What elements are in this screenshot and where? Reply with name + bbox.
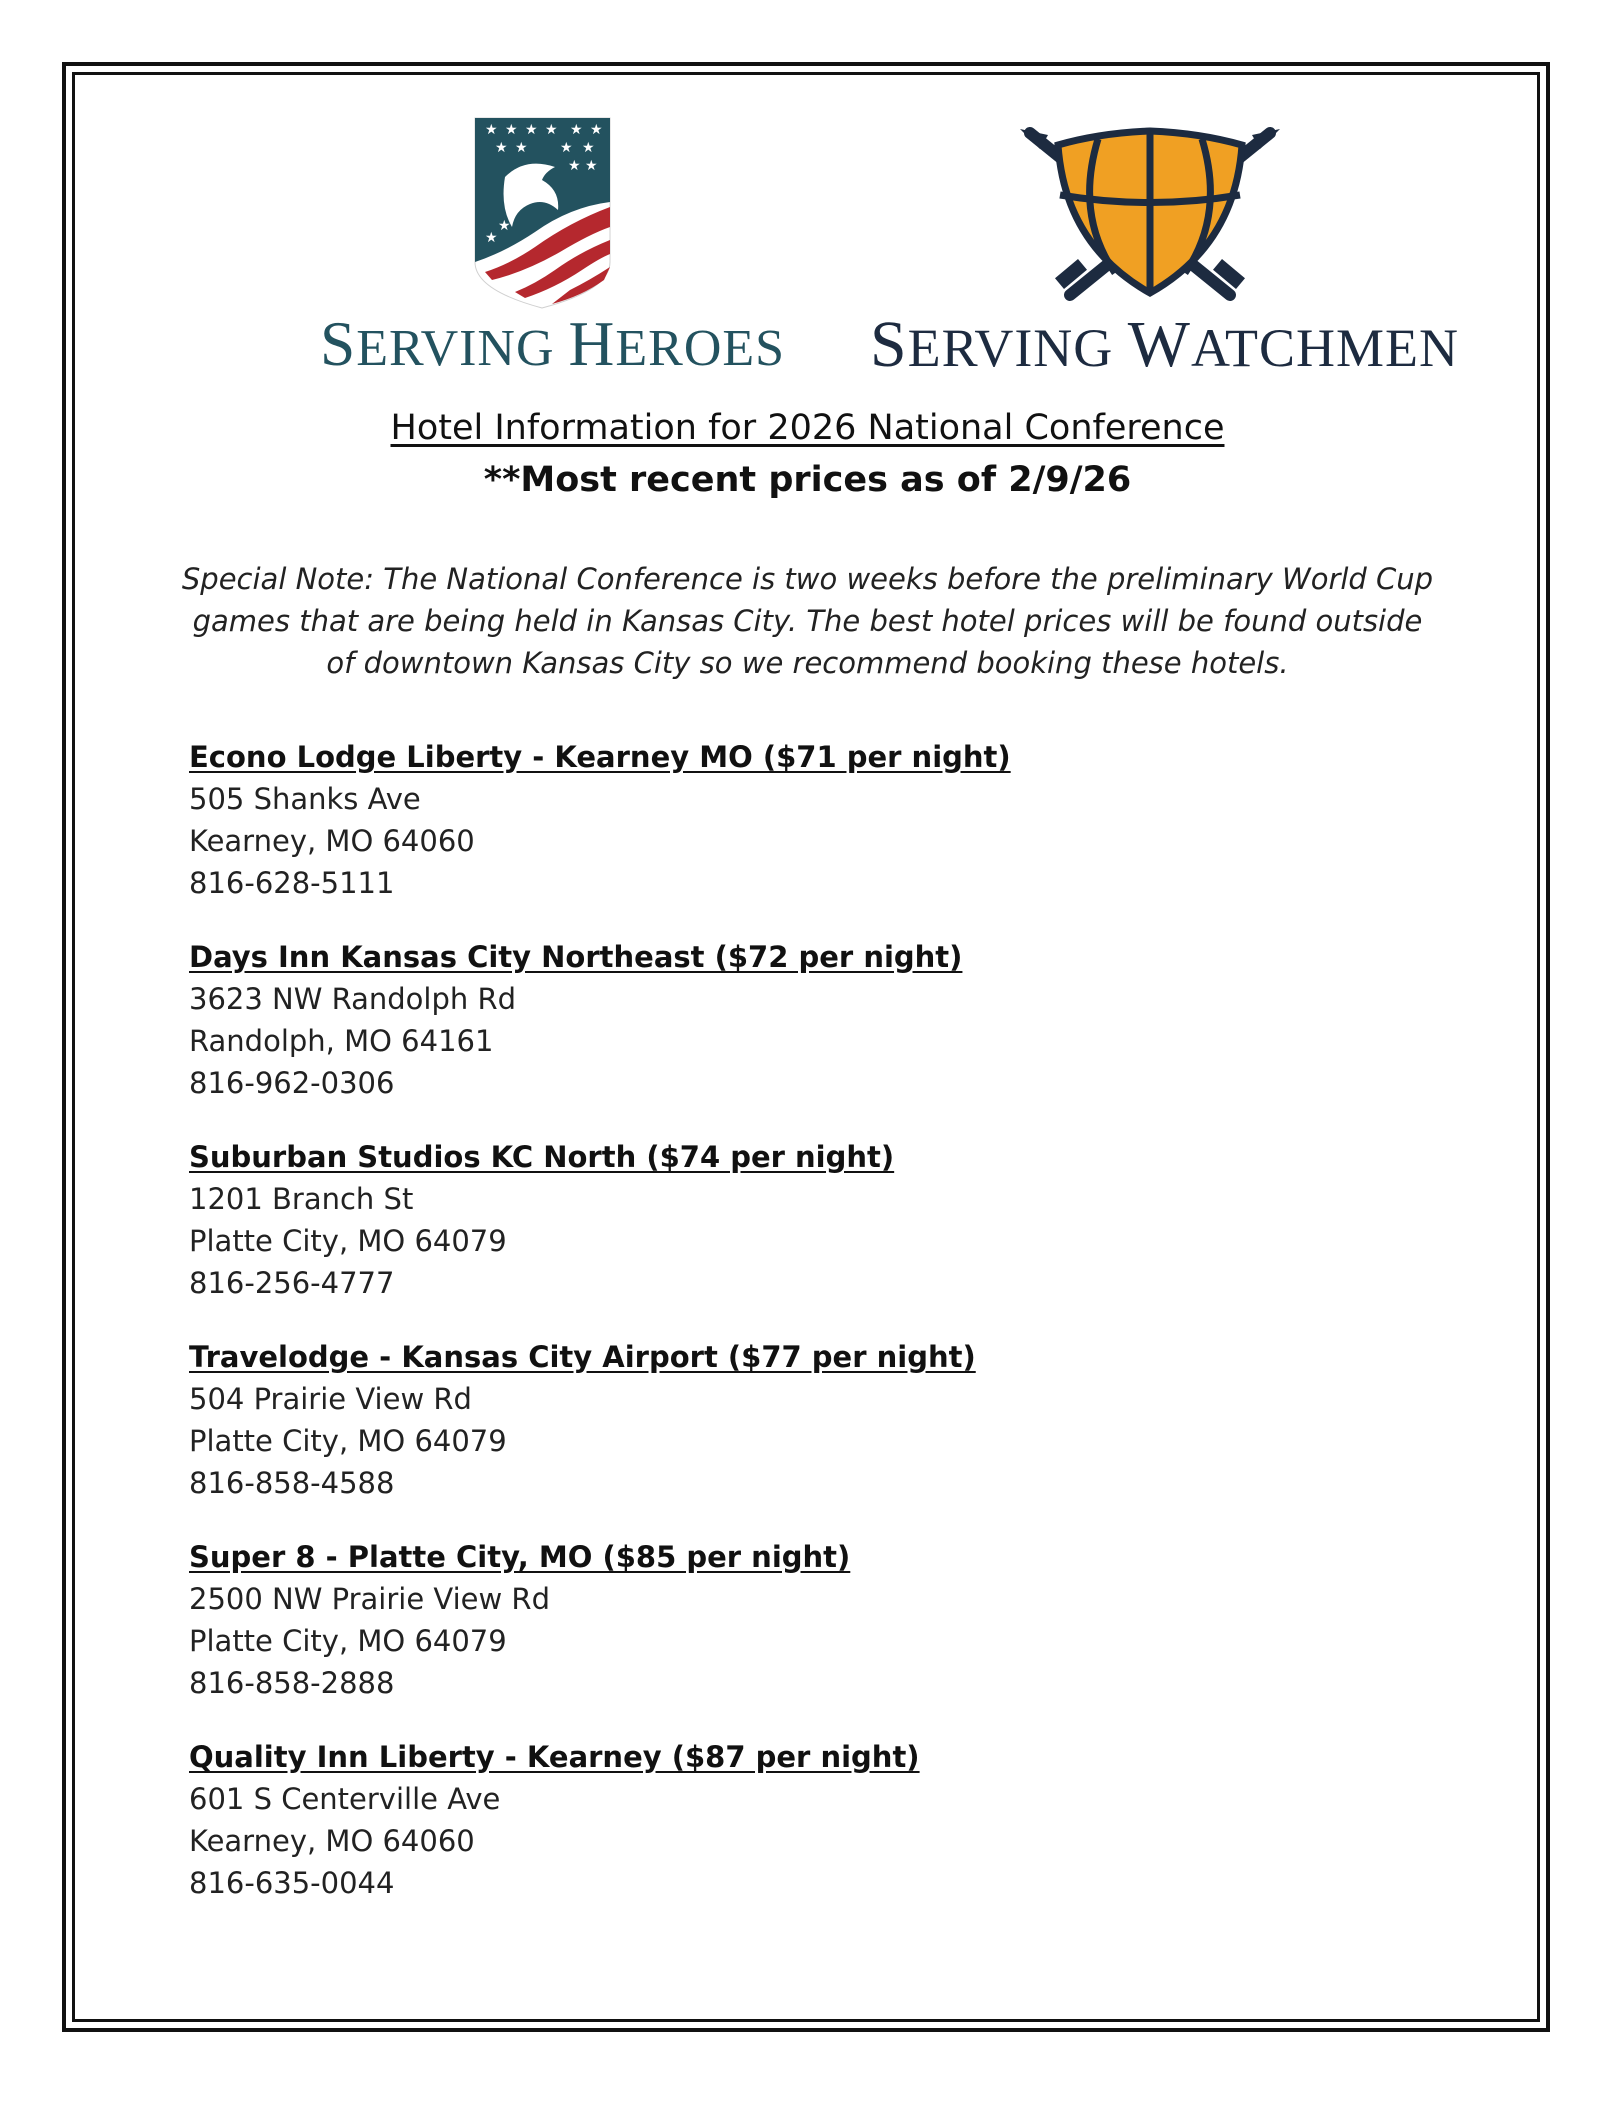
hotel-phone: 816-256-4777	[189, 1266, 395, 1300]
serving-heroes-logo	[320, 112, 786, 379]
hotel-name: Super 8 - Platte City, MO ($85 per night)	[189, 1540, 851, 1574]
hotel-name: Suburban Studios KC North ($74 per night)	[189, 1140, 895, 1174]
svg-text:★: ★	[560, 140, 573, 156]
hotel-phone: 816-858-2888	[189, 1666, 395, 1700]
serving-watchmen-wordmark: SERVING WATCHMEN	[870, 308, 1459, 381]
shield-swords-icon	[870, 125, 1430, 305]
hotel-city: Kearney, MO 64060	[189, 1824, 475, 1858]
svg-text:★: ★	[485, 122, 498, 138]
svg-text:★: ★	[570, 122, 583, 138]
hotel-name: Days Inn Kansas City Northeast ($72 per night)	[189, 940, 963, 974]
hotel-street: 601 S Centerville Ave	[189, 1782, 501, 1816]
svg-text:★: ★	[590, 122, 603, 138]
svg-text:★: ★	[485, 230, 498, 246]
hotel-phone: 816-628-5111	[189, 866, 395, 900]
svg-text:★: ★	[525, 122, 538, 138]
hotel-city: Randolph, MO 64161	[189, 1024, 494, 1058]
hotel-entry	[189, 936, 1389, 1136]
hotel-name: Quality Inn Liberty - Kearney ($87 per night)	[189, 1740, 920, 1774]
hotel-street: 504 Prairie View Rd	[189, 1382, 472, 1416]
page-title	[0, 402, 1615, 506]
hotel-city: Platte City, MO 64079	[189, 1224, 507, 1258]
title-line-1: Hotel Information for 2026 National Conference	[390, 408, 1225, 448]
hotel-name: Travelodge - Kansas City Airport ($77 per night)	[189, 1340, 976, 1374]
hotel-entry	[189, 1536, 1389, 1736]
svg-text:★: ★	[585, 158, 598, 174]
svg-text:★: ★	[568, 158, 581, 174]
svg-text:★: ★	[582, 140, 595, 156]
hotel-city: Platte City, MO 64079	[189, 1424, 507, 1458]
hotel-entry	[189, 736, 1389, 936]
hotel-entry	[189, 1736, 1389, 1936]
hotel-phone: 816-962-0306	[189, 1066, 395, 1100]
hotel-street: 2500 NW Prairie View Rd	[189, 1582, 550, 1616]
hotel-street: 1201 Branch St	[189, 1182, 414, 1216]
svg-text:★: ★	[498, 218, 511, 234]
eagle-shield-icon	[320, 112, 780, 312]
hotel-phone: 816-858-4588	[189, 1466, 395, 1500]
hotel-city: Kearney, MO 64060	[189, 824, 475, 858]
hotel-entry	[189, 1336, 1389, 1536]
svg-text:★: ★	[545, 122, 558, 138]
hotel-name: Econo Lodge Liberty - Kearney MO ($71 per night)	[189, 740, 1011, 774]
title-line-2: **Most recent prices as of 2/9/26	[483, 460, 1132, 500]
special-note: Special Note: The National Conference is two weeks before the preliminary World Cup games that are being held in Kansas City. The best hotel prices will be found outside of downtown Kansas City so we recommend booking these hotels.	[181, 562, 1434, 680]
hotel-city: Platte City, MO 64079	[189, 1624, 507, 1658]
hotel-street: 3623 NW Randolph Rd	[189, 982, 517, 1016]
svg-text:★: ★	[515, 140, 528, 156]
svg-text:★: ★	[505, 122, 518, 138]
hotel-phone: 816-635-0044	[189, 1866, 395, 1900]
serving-watchmen-logo	[870, 125, 1459, 381]
svg-text:★: ★	[495, 140, 508, 156]
hotel-entry	[189, 1136, 1389, 1336]
hotel-list	[189, 736, 1389, 1936]
hotel-street: 505 Shanks Ave	[189, 782, 421, 816]
serving-heroes-wordmark: SERVING HEROES	[320, 308, 786, 379]
